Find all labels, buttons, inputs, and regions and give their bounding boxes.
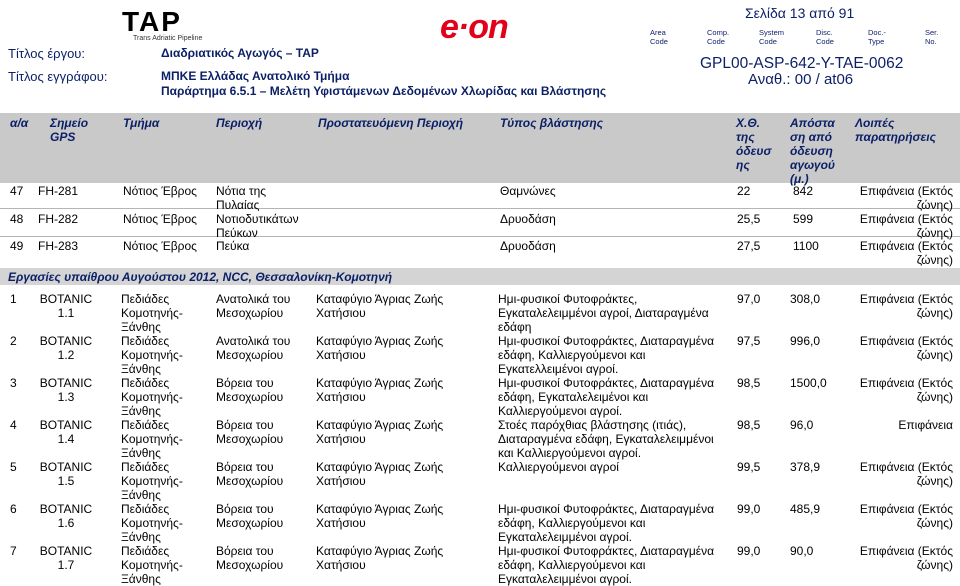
distance: 1100 — [793, 239, 819, 253]
section: Νότιος Έβρος — [123, 184, 197, 198]
page-number: Σελίδα 13 από 91 — [745, 5, 855, 21]
distance: 842 — [793, 184, 814, 198]
notes: Επιφάνεια (Εκτός ζώνης) — [859, 376, 953, 404]
protected-area: Καταφύγιο Άγριας Ζωής Χατήσιου — [316, 502, 444, 530]
gps-point-prefix: BOTANIC — [39, 544, 93, 558]
section: Πεδιάδες Κομοτηνής-Ξάνθης — [121, 418, 183, 460]
gps-point: FH-281 — [38, 184, 79, 198]
code-label: Type — [868, 37, 885, 46]
area: Νοτιοδυτικάτων Πεύκων — [216, 212, 299, 240]
row-number: 7 — [10, 544, 17, 558]
row-number: 4 — [10, 418, 17, 432]
section: Πεδιάδες Κομοτηνής-Ξάνθης — [121, 502, 183, 544]
row-divider — [0, 208, 960, 209]
area: Ανατολικά του Μεσοχωρίου — [216, 292, 291, 320]
distance: 378,9 — [790, 460, 821, 474]
protected-area: Καταφύγιο Άγριας Ζωής Χατήσιου — [316, 292, 444, 320]
gps-point — [30, 292, 102, 320]
row-number: 49 — [10, 239, 24, 253]
row-number: 3 — [10, 376, 17, 390]
gps-point — [30, 502, 102, 530]
area: Βόρεια του Μεσοχωρίου — [216, 460, 284, 488]
distance: 308,0 — [790, 292, 821, 306]
notes: Επιφάνεια (Εκτός ζώνης) — [859, 292, 953, 320]
chainage: 22 — [737, 184, 751, 198]
chainage: 98,5 — [737, 418, 761, 432]
col-header-aa: α/α — [10, 116, 29, 130]
notes: Επιφάνεια (Εκτός ζώνης) — [859, 239, 953, 267]
distance: 599 — [793, 212, 814, 226]
gps-point-number: 1.2 — [57, 348, 75, 362]
gps-point-number: 1.6 — [57, 516, 75, 530]
col-header-distance: Απόστα ση από όδευση αγωγού (μ.) — [790, 116, 836, 186]
section: Πεδιάδες Κομοτηνής-Ξάνθης — [121, 334, 183, 376]
area: Πεύκα — [216, 239, 250, 253]
area: Ανατολικά του Μεσοχωρίου — [216, 334, 291, 362]
gps-point-prefix: BOTANIC — [39, 292, 93, 306]
area: Βόρεια του Μεσοχωρίου — [216, 502, 284, 530]
gps-point — [30, 334, 102, 362]
chainage: 99,0 — [737, 502, 761, 516]
col-header-chainage: Χ.Θ. της όδευσ ης — [736, 116, 772, 172]
notes: Επιφάνεια (Εκτός ζώνης) — [859, 544, 953, 572]
row-number: 6 — [10, 502, 17, 516]
col-header-area: Περιοχή — [216, 116, 263, 130]
code-label: Code — [707, 37, 725, 46]
vegetation: Δρυοδάση — [500, 212, 556, 226]
vegetation: Δρυοδάση — [500, 239, 556, 253]
notes: Επιφάνεια (Εκτός ζώνης) — [859, 334, 953, 362]
area: Βόρεια του Μεσοχωρίου — [216, 376, 284, 404]
col-header-section: Τμήμα — [123, 116, 160, 130]
document-code: GPL00-ASP-642-Y-TAE-0062 — [700, 55, 904, 72]
chainage: 27,5 — [737, 239, 761, 253]
area: Βόρεια του Μεσοχωρίου — [216, 418, 284, 446]
protected-area: Καταφύγιο Άγριας Ζωής Χατήσιου — [316, 334, 444, 362]
distance: 485,9 — [790, 502, 821, 516]
project-label: Τίτλος έργου: — [8, 46, 86, 61]
gps-point — [30, 544, 102, 572]
notes: Επιφάνεια (Εκτός ζώνης) — [859, 184, 953, 212]
row-number: 1 — [10, 292, 17, 306]
gps-point-number: 1.7 — [57, 558, 75, 572]
gps-point-prefix: BOTANIC — [39, 334, 93, 348]
distance: 996,0 — [790, 334, 821, 348]
code-label: System — [759, 28, 785, 37]
code-label: Code — [650, 37, 668, 46]
section: Νότιος Έβρος — [123, 212, 197, 226]
gps-point — [30, 376, 102, 404]
vegetation: Θαμνώνες — [500, 184, 556, 198]
vegetation: Στοές παρόχθιας βλάστησης (ιτιάς), Διαταραγμένα εδάφη, Εγκαταλελειμμένοι και Καλλιεργούμενοι αγροί. — [498, 418, 714, 460]
row-number: 47 — [10, 184, 24, 198]
vegetation: Ημι-φυσικοί Φυτοφράκτες, Διαταραγμένα εδάφη, Καλλιεργούμενοι και Εγκαταλελειμμένοι αγροί. — [498, 544, 715, 586]
chainage: 99,0 — [737, 544, 761, 558]
col-header-protected: Προστατευόμενη Περιοχή — [318, 116, 464, 130]
gps-point: FH-282 — [38, 212, 79, 226]
chainage: 98,5 — [737, 376, 761, 390]
gps-point-number: 1.5 — [57, 474, 75, 488]
section: Πεδιάδες Κομοτηνής-Ξάνθης — [121, 460, 183, 502]
vegetation: Ημι-φυσικοί Φυτοφράκτες, Διαταραγμένα εδάφη, Καλλιεργούμενοι και Εγκατελλειμένοι αγροί. — [498, 334, 715, 376]
section: Πεδιάδες Κομοτηνής-Ξάνθης — [121, 376, 183, 418]
protected-area: Καταφύγιο Άγριας Ζωής Χατήσιου — [316, 544, 444, 572]
chainage: 97,5 — [737, 334, 761, 348]
distance: 96,0 — [790, 418, 814, 432]
section: Νότιος Έβρος — [123, 239, 197, 253]
row-number: 2 — [10, 334, 17, 348]
vegetation: Καλλιεργούμενοι αγροί — [498, 460, 619, 474]
code-label: Comp. — [707, 28, 730, 37]
chainage: 97,0 — [737, 292, 761, 306]
tap-logo-subtitle: Trans Adriatic Pipeline — [133, 35, 203, 42]
gps-point — [30, 418, 102, 446]
eon-logo: e·on — [440, 8, 508, 46]
section: Πεδιάδες Κομοτηνής-Ξάνθης — [121, 544, 183, 586]
gps-point: FH-283 — [38, 239, 79, 253]
code-label: Disc. — [816, 28, 833, 37]
vegetation: Ημι-φυσικοί Φυτοφράκτες, Διαταραγμένα εδάφη, Καλλιεργούμενοι και Εγκαταλελειμμένοι αγροί. — [498, 502, 715, 544]
code-label: Area — [650, 28, 666, 37]
vegetation: Ημι-φυσικοί Φυτοφράκτες, Εγκαταλελειμμένοι αγροί, Διαταραγμένα εδάφη — [498, 292, 709, 334]
chainage: 25,5 — [737, 212, 761, 226]
document-title-line2: Παράρτημα 6.5.1 – Μελέτη Υφιστάμενων Δεδομένων Χλωρίδας και Βλάστησης — [161, 84, 607, 98]
col-header-vegetation: Τύπος βλάστησης — [500, 116, 604, 130]
protected-area: Καταφύγιο Άγριας Ζωής Χατήσιου — [316, 376, 444, 404]
revision: Αναθ.: 00 / at06 — [748, 71, 854, 88]
gps-point-prefix: BOTANIC — [39, 418, 93, 432]
area: Νότια της Πυλαίας — [216, 184, 267, 212]
protected-area: Καταφύγιο Άγριας Ζωής Χατήσιου — [316, 418, 444, 446]
vegetation: Ημι-φυσικοί Φυτοφράκτες, Διαταραγμένα εδάφη, Εγκαταλελειμένοι και Καλλιεργούμενοι αγροί. — [498, 376, 715, 418]
section-title: Εργασίες υπαίθρου Αυγούστου 2012, NCC, Θεσσαλονίκη-Κομοτηνή — [8, 270, 393, 284]
row-number: 5 — [10, 460, 17, 474]
row-number: 48 — [10, 212, 24, 226]
notes: Επιφάνεια (Εκτός ζώνης) — [859, 212, 953, 240]
notes: Επιφάνεια — [898, 418, 953, 432]
gps-point-number: 1.3 — [57, 390, 75, 404]
notes: Επιφάνεια (Εκτός ζώνης) — [859, 502, 953, 530]
document-label: Τίτλος εγγράφου: — [8, 69, 108, 84]
gps-point-prefix: BOTANIC — [39, 502, 93, 516]
project-title: Διαδριατικός Αγωγός – TAP — [161, 46, 319, 60]
code-label: No. — [925, 37, 937, 46]
gps-point-prefix: BOTANIC — [39, 376, 93, 390]
gps-point-number: 1.4 — [57, 432, 75, 446]
code-label: Code — [759, 37, 777, 46]
notes: Επιφάνεια (Εκτός ζώνης) — [859, 460, 953, 488]
row-divider — [0, 236, 960, 237]
area: Βόρεια του Μεσοχωρίου — [216, 544, 284, 572]
code-label: Ser. — [925, 28, 939, 37]
code-label: Doc.- — [868, 28, 886, 37]
gps-point-number: 1.1 — [57, 306, 75, 320]
col-header-gps: Σημείο GPS — [50, 116, 89, 144]
gps-point — [30, 460, 102, 488]
protected-area: Καταφύγιο Άγριας Ζωής Χατήσιου — [316, 460, 444, 488]
gps-point-prefix: BOTANIC — [39, 460, 93, 474]
section: Πεδιάδες Κομοτηνής-Ξάνθης — [121, 292, 183, 334]
tap-logo: TAP — [122, 6, 182, 37]
col-header-notes: Λοιπές παρατηρήσεις — [855, 116, 936, 144]
document-title-line1: ΜΠΚΕ Ελλάδας Ανατολικό Τμήμα — [161, 69, 350, 83]
code-label: Code — [816, 37, 834, 46]
chainage: 99,5 — [737, 460, 761, 474]
distance: 90,0 — [790, 544, 814, 558]
distance: 1500,0 — [790, 376, 827, 390]
